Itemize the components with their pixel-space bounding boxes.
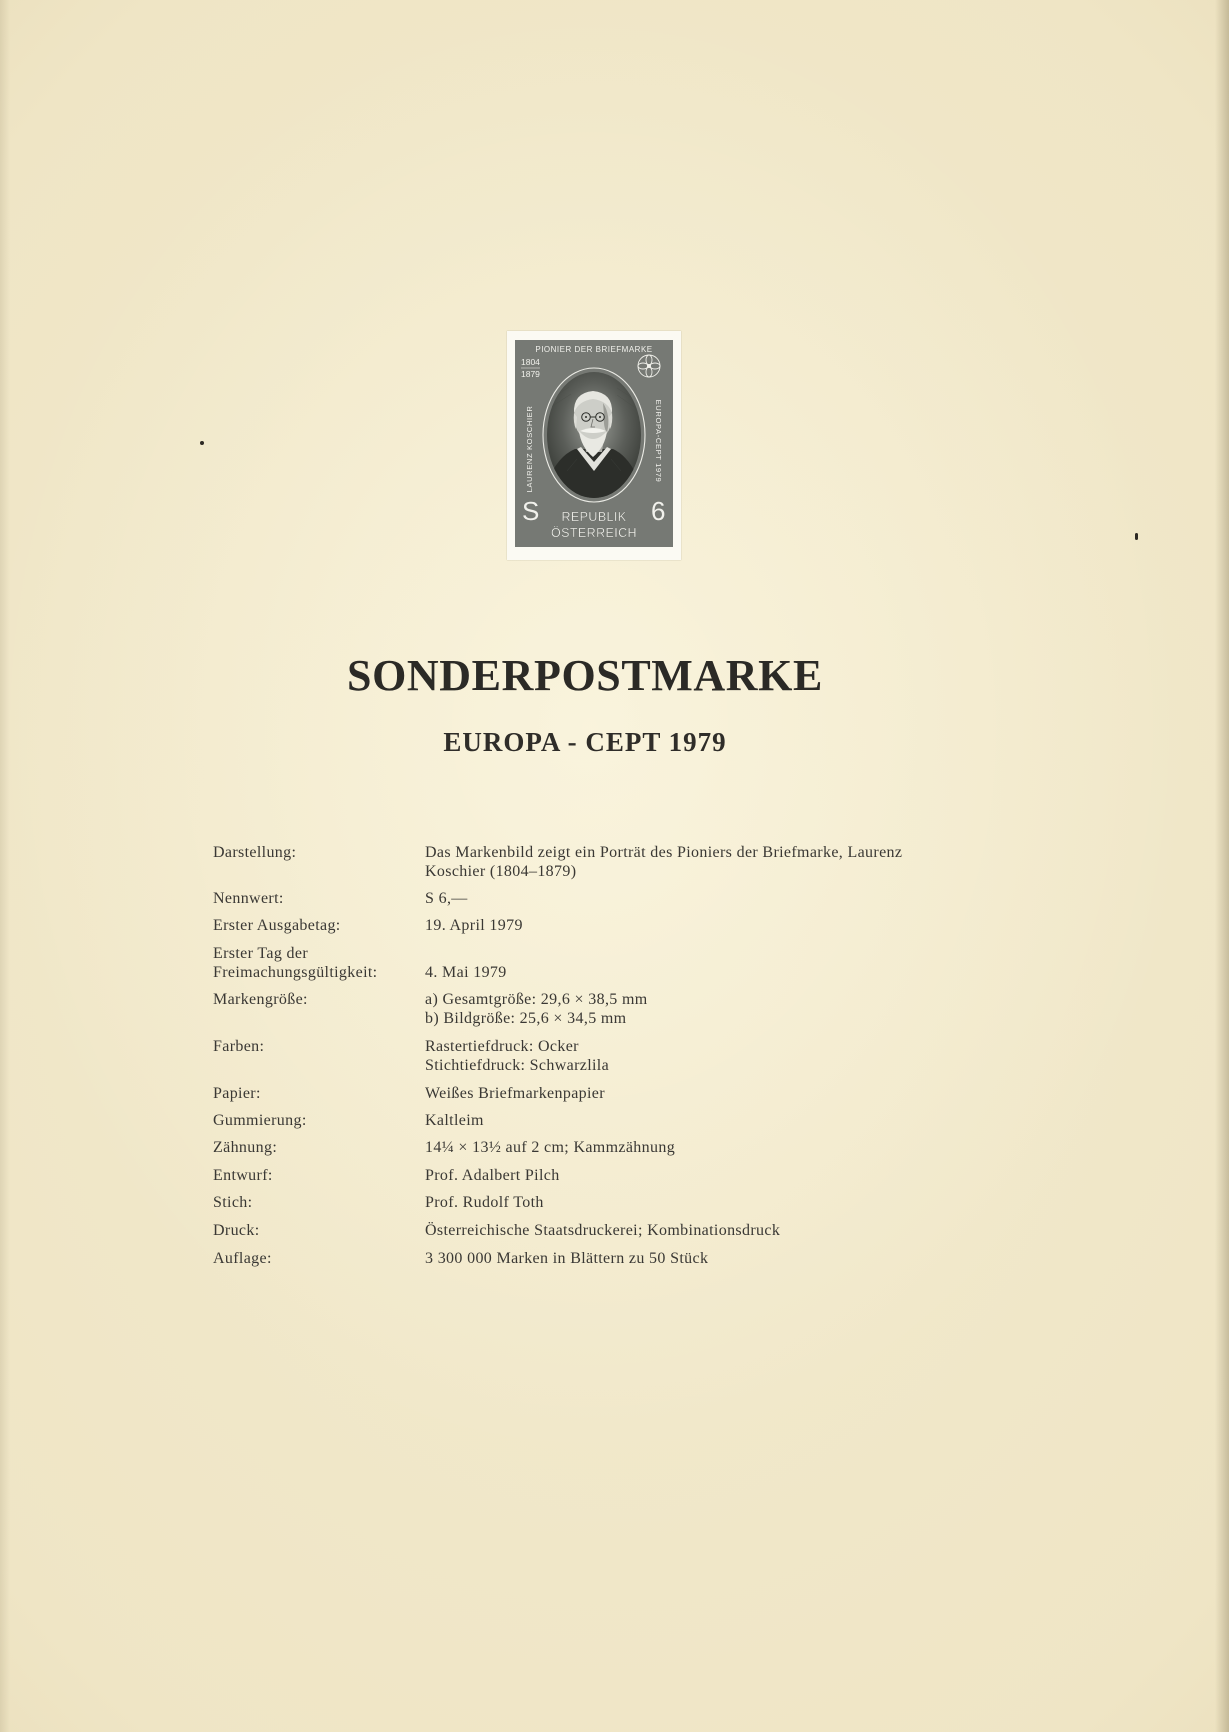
detail-value bbox=[425, 1193, 544, 1212]
page-title: SONDERPOSTMARKE bbox=[347, 651, 823, 700]
value-line: Das Markenbild zeigt ein Porträt des Pioniers der Briefmarke, Laurenz bbox=[425, 844, 903, 861]
value-line: Kaltleim bbox=[425, 1112, 484, 1129]
detail-label bbox=[213, 1221, 423, 1240]
label-line: Druck: bbox=[213, 1222, 260, 1239]
value-line: Österreichische Staatsdruckerei; Kombinationsdruck bbox=[425, 1222, 781, 1239]
label-line: Entwurf: bbox=[213, 1167, 273, 1184]
detail-value bbox=[425, 889, 468, 908]
detail-value bbox=[425, 990, 648, 1028]
label-line: Auflage: bbox=[213, 1250, 272, 1267]
detail-value bbox=[425, 1084, 605, 1103]
detail-label bbox=[213, 1166, 423, 1185]
label-line: Farben: bbox=[213, 1038, 265, 1055]
detail-label bbox=[213, 1193, 423, 1212]
detail-value bbox=[425, 916, 523, 935]
label-line: Papier: bbox=[213, 1085, 261, 1102]
stamp-country-line2: ÖSTERREICH bbox=[551, 526, 637, 540]
detail-label bbox=[213, 889, 423, 908]
detail-label bbox=[213, 1037, 423, 1056]
page-subtitle: EUROPA - CEPT 1979 bbox=[443, 727, 727, 757]
value-line: b) Bildgröße: 25,6 × 34,5 mm bbox=[425, 1010, 627, 1027]
detail-label bbox=[213, 1111, 423, 1130]
detail-label bbox=[213, 990, 423, 1009]
value-line: 14¼ × 13½ auf 2 cm; Kammzähnung bbox=[425, 1139, 676, 1156]
value-line: Prof. Rudolf Toth bbox=[425, 1194, 544, 1211]
detail-value bbox=[425, 843, 902, 881]
detail-value bbox=[425, 963, 507, 982]
value-line: Koschier (1804–1879) bbox=[425, 863, 577, 880]
label-line: Zähnung: bbox=[213, 1139, 278, 1156]
detail-value bbox=[425, 1138, 675, 1157]
detail-label bbox=[213, 1138, 423, 1157]
value-line: Weißes Briefmarkenpapier bbox=[425, 1085, 605, 1102]
label-line: Gummierung: bbox=[213, 1112, 307, 1129]
value-line: Prof. Adalbert Pilch bbox=[425, 1167, 560, 1184]
label-line: Erster Ausgabetag: bbox=[213, 917, 341, 934]
label-line: Stich: bbox=[213, 1194, 253, 1211]
label-line: Erster Tag der bbox=[213, 945, 309, 962]
value-line: S 6,— bbox=[425, 890, 468, 907]
detail-label bbox=[213, 1084, 423, 1103]
stamp-cept-vertical: EUROPA-CEPT 1979 bbox=[654, 399, 663, 483]
value-line: Stichtiefdruck: Schwarzlila bbox=[425, 1057, 610, 1074]
detail-value bbox=[425, 1111, 484, 1130]
label-line: Markengröße: bbox=[213, 991, 308, 1008]
detail-value bbox=[425, 1221, 780, 1240]
stamp-currency: S bbox=[522, 496, 540, 526]
label-line: Freimachungsgültigkeit: bbox=[213, 964, 378, 981]
stamp-year-death: 1879 bbox=[521, 369, 540, 379]
detail-value bbox=[425, 1037, 609, 1075]
detail-value bbox=[425, 1166, 560, 1185]
stamp-name-vertical: LAURENZ KOSCHIER bbox=[525, 405, 534, 493]
label-line: Nennwert: bbox=[213, 890, 284, 907]
detail-label bbox=[213, 843, 423, 862]
stamp-banner-text: PIONIER DER BRIEFMARKE bbox=[535, 345, 653, 354]
value-line: 19. April 1979 bbox=[425, 917, 523, 934]
stamp-country-line1: REPUBLIK bbox=[561, 510, 627, 524]
stamp-year-birth: 1804 bbox=[521, 357, 540, 367]
label-line: Darstellung: bbox=[213, 844, 297, 861]
detail-label bbox=[213, 916, 423, 935]
value-line: 3 300 000 Marken in Blättern zu 50 Stück bbox=[425, 1250, 709, 1267]
detail-label bbox=[213, 944, 423, 982]
detail-value bbox=[425, 1249, 708, 1268]
stamp-face-value: 6 bbox=[651, 496, 666, 526]
value-line: a) Gesamtgröße: 29,6 × 38,5 mm bbox=[425, 991, 648, 1008]
value-line: 4. Mai 1979 bbox=[425, 964, 507, 981]
detail-label bbox=[213, 1249, 423, 1268]
value-line: Rastertiefdruck: Ocker bbox=[425, 1038, 579, 1055]
